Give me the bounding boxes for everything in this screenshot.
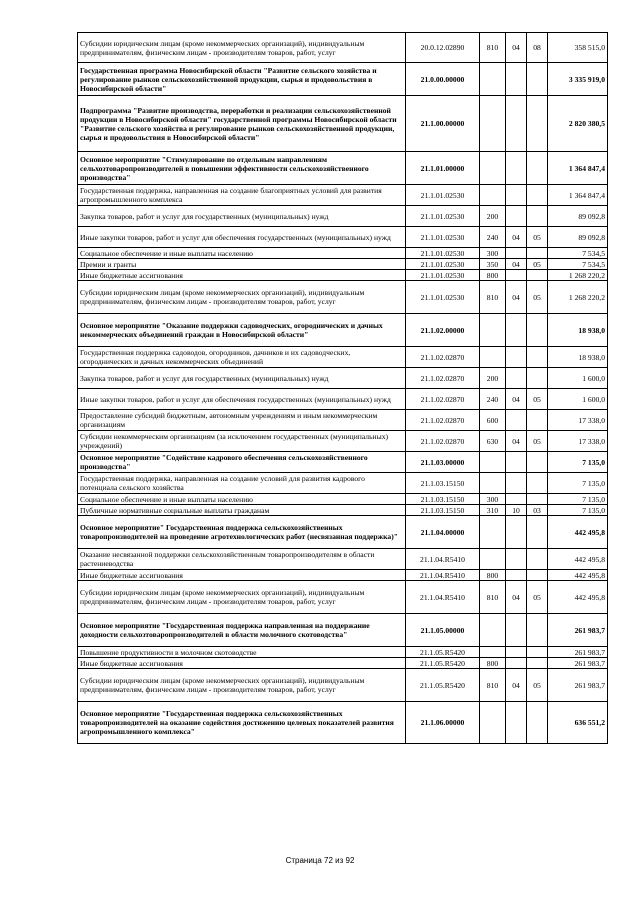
row-rz	[506, 614, 527, 647]
row-pr	[527, 658, 548, 669]
row-vr	[480, 152, 506, 185]
table-row	[78, 410, 608, 431]
row-csr: 21.1.00.00000	[406, 96, 480, 152]
row-sum: 7 135,0	[548, 473, 608, 494]
table-row	[78, 368, 608, 389]
row-pr	[527, 185, 548, 206]
page-footer: Страница 72 из 92	[285, 856, 355, 865]
row-name: Социальное обеспечение и иные выплаты населению	[78, 248, 406, 259]
row-name: Основное мероприятие "Содействие кадрового обеспечения сельскохозяйственного производства"	[78, 452, 406, 473]
row-rz	[506, 96, 527, 152]
row-csr: 21.1.03.15150	[406, 505, 480, 516]
table-row	[78, 494, 608, 505]
row-vr: 810	[480, 581, 506, 614]
row-rz	[506, 206, 527, 227]
row-name: Иные бюджетные ассигнования	[78, 270, 406, 281]
row-csr: 21.1.02.00000	[406, 314, 480, 347]
row-pr	[527, 516, 548, 549]
row-vr: 310	[480, 505, 506, 516]
row-rz	[506, 152, 527, 185]
row-vr	[480, 647, 506, 658]
row-csr: 21.1.01.00000	[406, 152, 480, 185]
row-name: Социальное обеспечение и иные выплаты населению	[78, 494, 406, 505]
table-row	[78, 33, 608, 63]
row-csr: 21.1.06.00000	[406, 702, 480, 744]
row-name: Закупка товаров, работ и услуг для государственных (муниципальных) нужд	[78, 206, 406, 227]
row-name: Публичные нормативные социальные выплаты гражданам	[78, 505, 406, 516]
row-csr: 20.0.12.02890	[406, 33, 480, 63]
table-row	[78, 452, 608, 473]
row-name: Государственная программа Новосибирской области "Развитие сельского хозяйства и регулирование рынков сельскохозяйственной продукции, сырья и продовольствия в Новосибирской области"	[78, 63, 406, 96]
row-rz	[506, 185, 527, 206]
row-rz	[506, 570, 527, 581]
row-csr: 21.1.05.00000	[406, 614, 480, 647]
table-row	[78, 259, 608, 270]
row-rz	[506, 473, 527, 494]
row-pr	[527, 702, 548, 744]
row-pr: 05	[527, 259, 548, 270]
row-pr	[527, 314, 548, 347]
row-vr: 240	[480, 389, 506, 410]
row-pr	[527, 368, 548, 389]
table-row	[78, 669, 608, 702]
row-sum: 1 268 220,2	[548, 281, 608, 314]
row-rz: 10	[506, 505, 527, 516]
row-rz	[506, 494, 527, 505]
row-csr: 21.1.01.02530	[406, 270, 480, 281]
row-name: Основное мероприятие "Оказание поддержки садоводческих, огороднических и дачных некоммерческих объединений граждан в Новосибирской области"	[78, 314, 406, 347]
row-csr: 21.1.02.02870	[406, 410, 480, 431]
row-sum: 18 938,0	[548, 347, 608, 368]
row-sum: 261 983,7	[548, 669, 608, 702]
row-pr	[527, 206, 548, 227]
row-name: Основное мероприятие "Государственная поддержка направленная на поддержание доходности сельхозтоваропроизводителей в области молочного скотоводства"	[78, 614, 406, 647]
row-vr	[480, 96, 506, 152]
row-pr: 05	[527, 281, 548, 314]
table-row	[78, 152, 608, 185]
row-name: Государственная поддержка, направленная на создание благоприятных условий для развития агропромышленного комплекса	[78, 185, 406, 206]
row-pr: 08	[527, 33, 548, 63]
row-pr: 05	[527, 431, 548, 452]
row-csr: 21.1.03.00000	[406, 452, 480, 473]
table-row	[78, 702, 608, 744]
row-sum: 7 135,0	[548, 452, 608, 473]
row-sum: 442 495,8	[548, 516, 608, 549]
row-name: Основное мероприятие "Стимулирование по отдельным направлениям сельхозтоваропроизводителей в повышении эффективности сельскохозяйственного производства"	[78, 152, 406, 185]
row-sum: 442 495,8	[548, 581, 608, 614]
table-row	[78, 505, 608, 516]
table-row	[78, 347, 608, 368]
row-pr: 05	[527, 669, 548, 702]
row-sum: 442 495,8	[548, 570, 608, 581]
row-pr	[527, 410, 548, 431]
row-rz: 04	[506, 281, 527, 314]
row-vr: 300	[480, 494, 506, 505]
budget-table	[77, 32, 608, 744]
row-rz	[506, 270, 527, 281]
row-vr: 800	[480, 658, 506, 669]
row-name: Повышение продуктивности в молочном скотоводстве	[78, 647, 406, 658]
row-csr: 21.1.02.02870	[406, 347, 480, 368]
row-rz: 04	[506, 581, 527, 614]
row-vr	[480, 549, 506, 570]
row-csr: 21.1.01.02530	[406, 259, 480, 270]
row-vr	[480, 702, 506, 744]
row-rz	[506, 248, 527, 259]
row-vr: 200	[480, 206, 506, 227]
row-sum: 1 600,0	[548, 368, 608, 389]
row-pr: 03	[527, 505, 548, 516]
row-csr: 21.1.03.15150	[406, 473, 480, 494]
table-row	[78, 185, 608, 206]
table-row	[78, 248, 608, 259]
table-row	[78, 647, 608, 658]
table-row	[78, 63, 608, 96]
row-name: Субсидии некоммерческим организациям (за исключением государственных (муниципальных) учреждений)	[78, 431, 406, 452]
row-csr: 21.1.01.02530	[406, 281, 480, 314]
row-vr	[480, 614, 506, 647]
row-rz	[506, 410, 527, 431]
row-sum: 636 551,2	[548, 702, 608, 744]
row-rz	[506, 452, 527, 473]
row-pr	[527, 549, 548, 570]
table-row	[78, 516, 608, 549]
row-rz	[506, 549, 527, 570]
row-name: Основное мероприятие "Государственная поддержка сельскохозяйственных товаропроизводителей на оказание содействия достижению целевых показателей развития агропромышленного комплекса"	[78, 702, 406, 744]
row-vr: 800	[480, 570, 506, 581]
row-csr: 21.0.00.00000	[406, 63, 480, 96]
row-rz	[506, 647, 527, 658]
row-vr	[480, 185, 506, 206]
row-sum: 1 364 847,4	[548, 152, 608, 185]
table-row	[78, 614, 608, 647]
row-name: Основное мероприятие" Государственная поддержка сельскохозяйственных товаропроизводителей на проведение агротехнологических работ (несвязанная поддержка)"	[78, 516, 406, 549]
row-rz: 04	[506, 431, 527, 452]
row-rz	[506, 314, 527, 347]
row-sum: 261 983,7	[548, 658, 608, 669]
row-sum: 261 983,7	[548, 614, 608, 647]
table-row	[78, 473, 608, 494]
row-vr	[480, 314, 506, 347]
row-name: Субсидии юридическим лицам (кроме некоммерческих организаций), индивидуальным предпринимателям, физическим лицам - производителям товаров, работ, услуг	[78, 281, 406, 314]
row-sum: 7 534,5	[548, 259, 608, 270]
row-sum: 7 534,5	[548, 248, 608, 259]
row-sum: 7 135,0	[548, 505, 608, 516]
row-sum: 358 515,0	[548, 33, 608, 63]
row-sum: 18 938,0	[548, 314, 608, 347]
row-rz	[506, 702, 527, 744]
row-csr: 21.1.01.02530	[406, 248, 480, 259]
row-name: Субсидии юридическим лицам (кроме некоммерческих организаций), индивидуальным предпринимателям, физическим лицам - производителям товаров, работ, услуг	[78, 669, 406, 702]
row-csr: 21.1.02.02870	[406, 431, 480, 452]
row-vr	[480, 516, 506, 549]
table-row	[78, 570, 608, 581]
row-name: Иные бюджетные ассигнования	[78, 570, 406, 581]
table-row	[78, 206, 608, 227]
row-name: Государственная поддержка садоводов, огородников, дачников и их садоводческих, огороднических и дачных некоммерческих объединений	[78, 347, 406, 368]
row-pr: 05	[527, 227, 548, 248]
table-row	[78, 227, 608, 248]
row-vr: 810	[480, 33, 506, 63]
row-sum: 17 338,0	[548, 410, 608, 431]
row-csr: 21.1.01.02530	[406, 206, 480, 227]
row-vr	[480, 347, 506, 368]
table-row	[78, 549, 608, 570]
table-row	[78, 581, 608, 614]
row-sum: 1 268 220,2	[548, 270, 608, 281]
row-pr	[527, 270, 548, 281]
row-csr: 21.1.02.02870	[406, 389, 480, 410]
row-pr: 05	[527, 389, 548, 410]
row-csr: 21.1.04.R5410	[406, 570, 480, 581]
row-name: Иные закупки товаров, работ и услуг для обеспечения государственных (муниципальных) нужд	[78, 227, 406, 248]
row-sum: 2 820 380,5	[548, 96, 608, 152]
row-vr: 630	[480, 431, 506, 452]
row-pr	[527, 452, 548, 473]
row-name: Оказание несвязанной поддержки сельскохозяйственным товаропроизводителям в области растениеводства	[78, 549, 406, 570]
row-csr: 21.1.04.R5410	[406, 549, 480, 570]
row-csr: 21.1.05.R5420	[406, 669, 480, 702]
row-vr: 300	[480, 248, 506, 259]
row-vr: 810	[480, 281, 506, 314]
budget-table-body	[78, 33, 608, 744]
row-rz	[506, 516, 527, 549]
row-sum: 17 338,0	[548, 431, 608, 452]
row-name: Предоставление субсидий бюджетным, автономным учреждениям и иным некоммерческим организациям	[78, 410, 406, 431]
row-pr	[527, 152, 548, 185]
row-vr: 200	[480, 368, 506, 389]
row-vr: 810	[480, 669, 506, 702]
row-name: Субсидии юридическим лицам (кроме некоммерческих организаций), индивидуальным предпринимателям, физическим лицам - производителям товаров, работ, услуг	[78, 581, 406, 614]
row-vr	[480, 452, 506, 473]
row-rz: 04	[506, 33, 527, 63]
row-pr	[527, 63, 548, 96]
row-sum: 89 092,8	[548, 206, 608, 227]
row-sum: 3 335 919,0	[548, 63, 608, 96]
row-vr: 600	[480, 410, 506, 431]
row-pr	[527, 647, 548, 658]
row-pr	[527, 248, 548, 259]
row-csr: 21.1.04.R5410	[406, 581, 480, 614]
row-vr	[480, 473, 506, 494]
table-row	[78, 658, 608, 669]
row-rz: 04	[506, 669, 527, 702]
row-name: Премии и гранты	[78, 259, 406, 270]
row-pr	[527, 494, 548, 505]
row-csr: 21.1.05.R5420	[406, 658, 480, 669]
table-row	[78, 389, 608, 410]
row-pr	[527, 473, 548, 494]
row-pr	[527, 570, 548, 581]
row-name: Иные бюджетные ассигнования	[78, 658, 406, 669]
row-rz	[506, 658, 527, 669]
row-rz	[506, 63, 527, 96]
row-name: Субсидии юридическим лицам (кроме некоммерческих организаций), индивидуальным предпринимателям, физическим лицам - производителям товаров, работ, услуг	[78, 33, 406, 63]
row-name: Иные закупки товаров, работ и услуг для обеспечения государственных (муниципальных) нужд	[78, 389, 406, 410]
row-csr: 21.1.01.02530	[406, 227, 480, 248]
row-pr: 05	[527, 581, 548, 614]
row-rz: 04	[506, 389, 527, 410]
row-pr	[527, 347, 548, 368]
row-csr: 21.1.02.02870	[406, 368, 480, 389]
row-name: Государственная поддержка, направленная на создание условий для развития кадрового потенциала сельского хозяйства	[78, 473, 406, 494]
row-sum: 1 600,0	[548, 389, 608, 410]
row-pr	[527, 614, 548, 647]
table-row	[78, 431, 608, 452]
row-name: Подпрограмма "Развитие производства, переработки и реализации сельскохозяйственной продукции в Новосибирской области" государственной программы Новосибирской области "Развитие сельского хозяйства и регулирование рынков сельскохозяйственной продукции, сырья и продовольствия в Новосибирской области"	[78, 96, 406, 152]
row-vr	[480, 63, 506, 96]
row-rz	[506, 347, 527, 368]
row-name: Закупка товаров, работ и услуг для государственных (муниципальных) нужд	[78, 368, 406, 389]
row-csr: 21.1.05.R5420	[406, 647, 480, 658]
row-vr: 240	[480, 227, 506, 248]
table-row	[78, 281, 608, 314]
budget-table-container	[77, 32, 607, 744]
row-csr: 21.1.04.00000	[406, 516, 480, 549]
row-sum: 89 092,8	[548, 227, 608, 248]
row-sum: 7 135,0	[548, 494, 608, 505]
row-rz: 04	[506, 227, 527, 248]
row-csr: 21.1.01.02530	[406, 185, 480, 206]
row-rz: 04	[506, 259, 527, 270]
row-pr	[527, 96, 548, 152]
row-sum: 1 364 847,4	[548, 185, 608, 206]
table-row	[78, 270, 608, 281]
table-row	[78, 314, 608, 347]
table-row	[78, 96, 608, 152]
row-vr: 350	[480, 259, 506, 270]
row-vr: 800	[480, 270, 506, 281]
row-sum: 442 495,8	[548, 549, 608, 570]
row-sum: 261 983,7	[548, 647, 608, 658]
row-rz	[506, 368, 527, 389]
row-csr: 21.1.03.15150	[406, 494, 480, 505]
